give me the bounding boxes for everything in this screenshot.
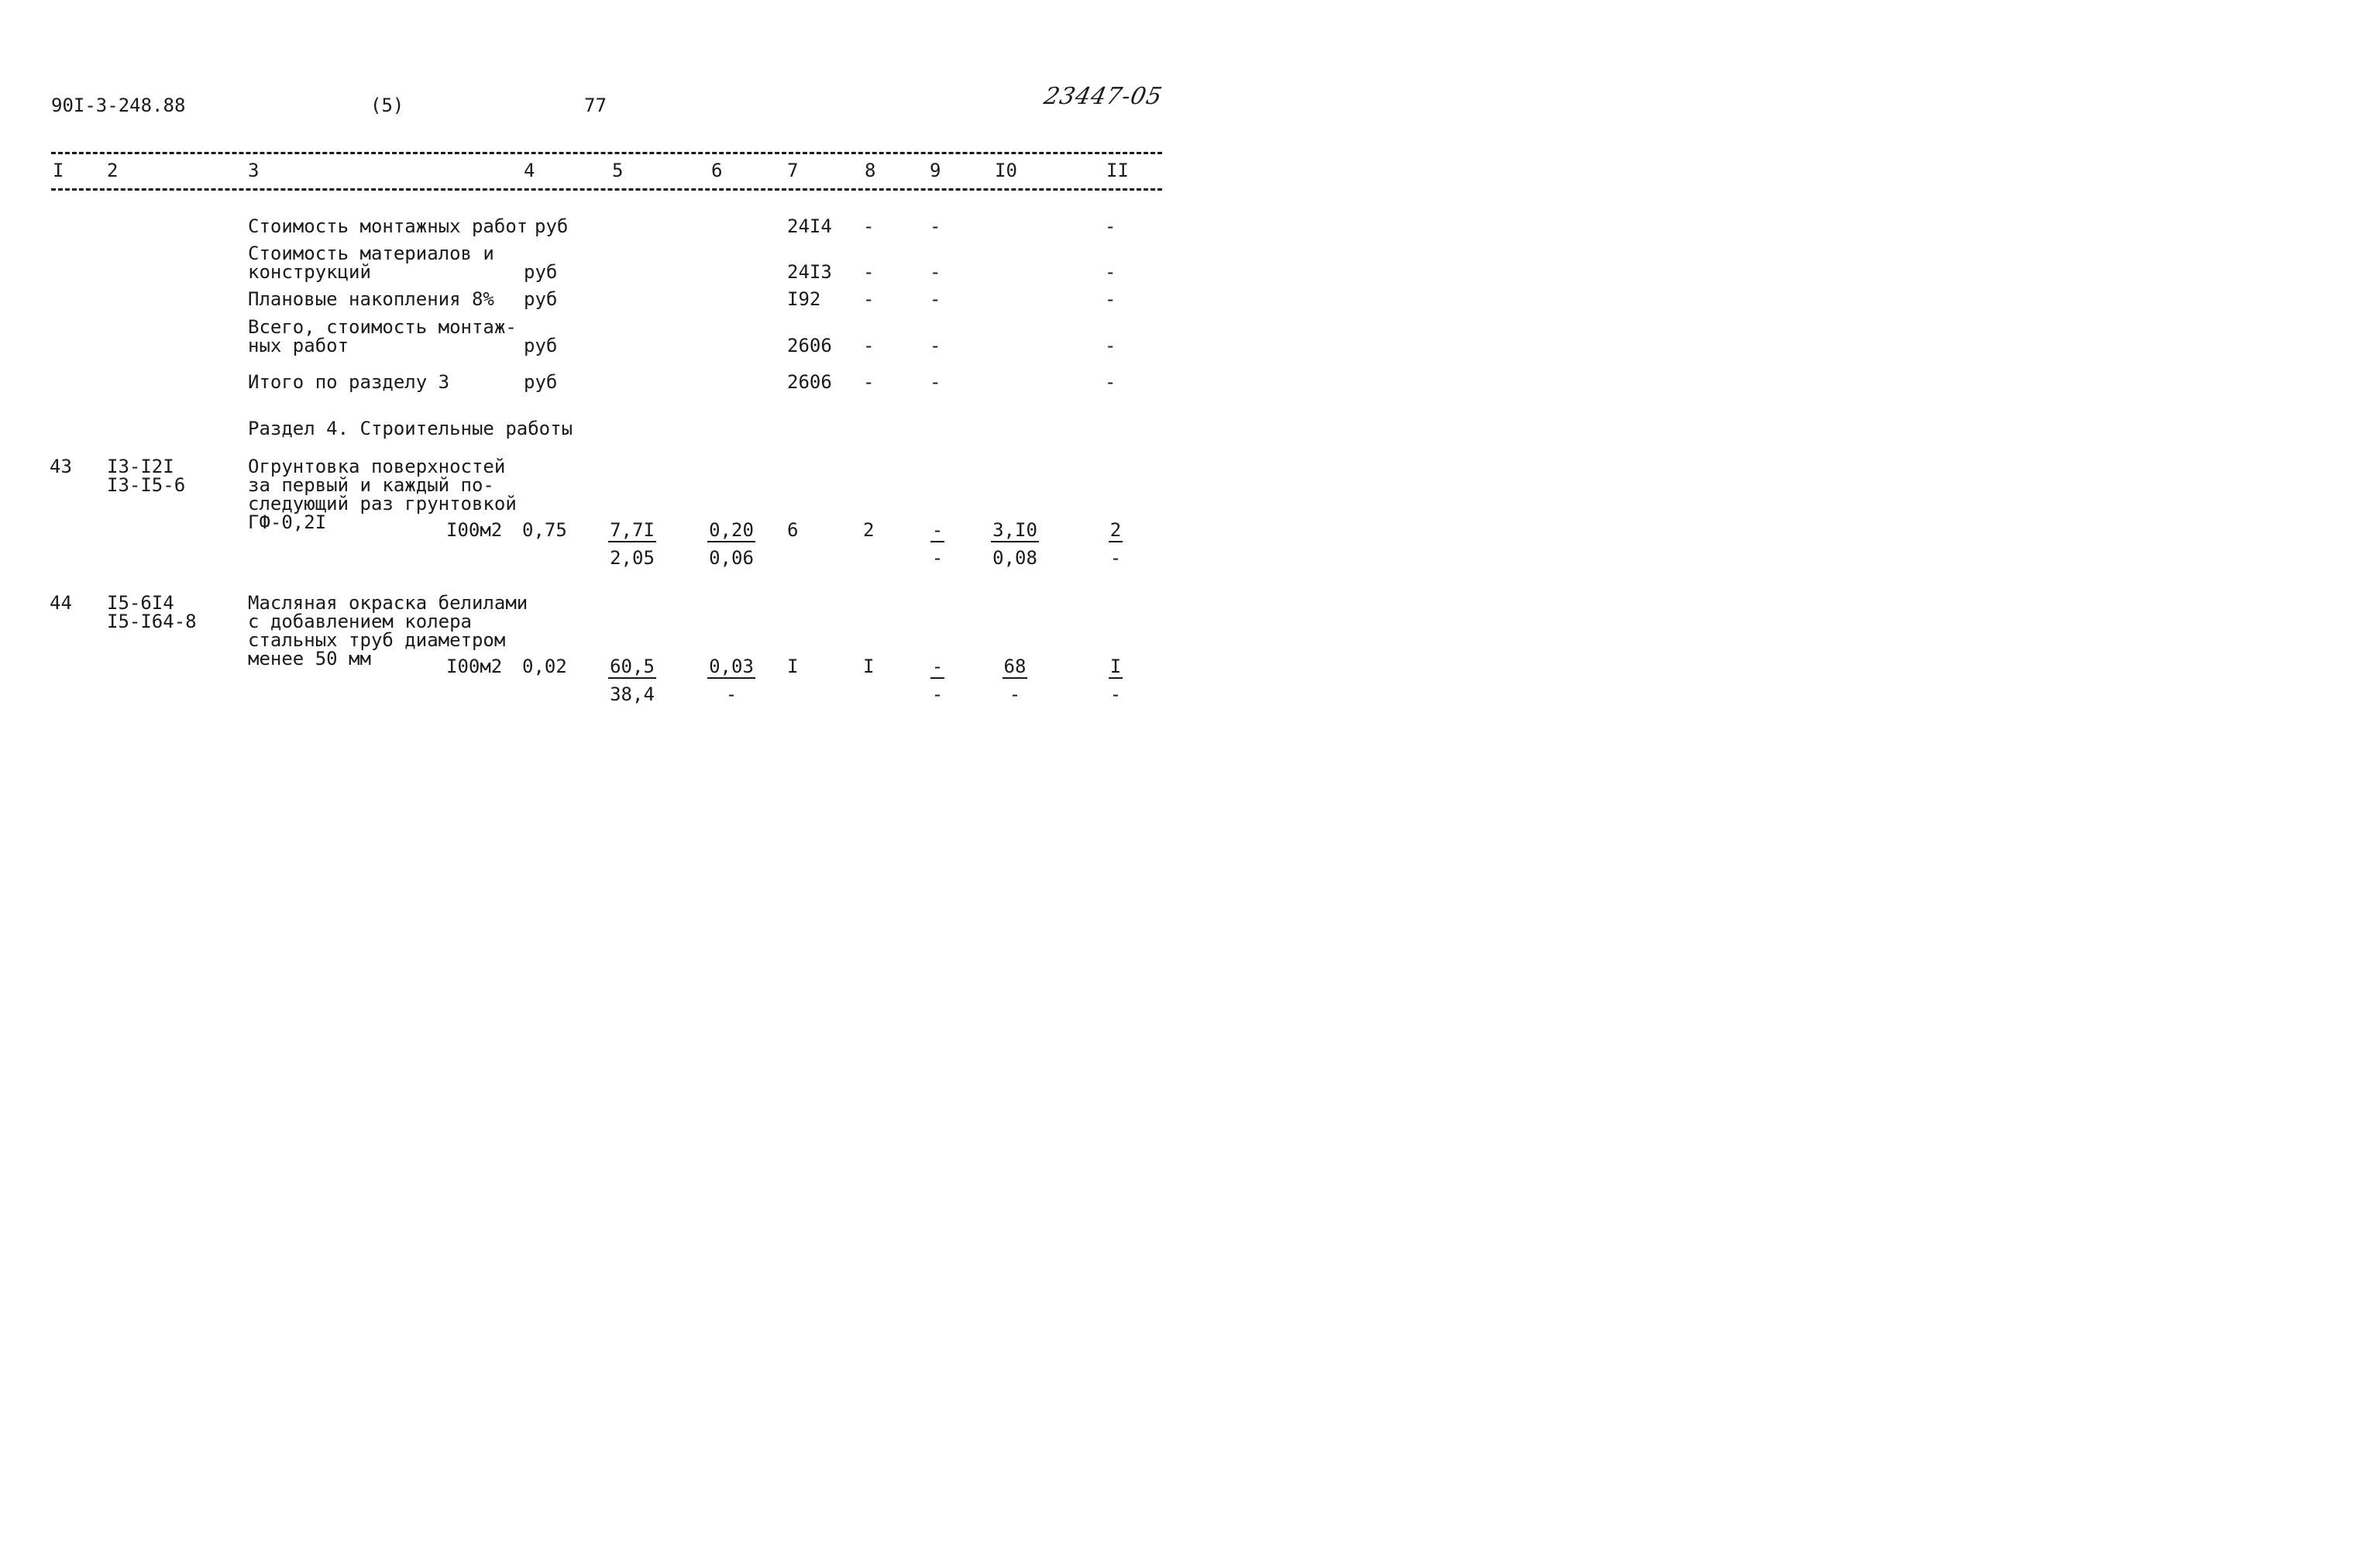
item-number: 43 — [50, 456, 72, 477]
summary-unit: руб — [524, 288, 558, 310]
summary-col8: - — [863, 371, 875, 393]
item-col8: I — [863, 656, 875, 677]
summary-unit: руб — [524, 261, 558, 283]
item-col8: 2 — [863, 519, 875, 541]
column-header-11: II — [1106, 160, 1129, 181]
item-col7: 6 — [787, 519, 799, 541]
summary-col9: - — [930, 335, 941, 356]
summary-col11: - — [1105, 371, 1116, 393]
col9-denominator: - — [931, 547, 944, 569]
item-number: 44 — [50, 592, 72, 614]
section-number: (5) — [370, 95, 404, 116]
column-header-5: 5 — [612, 160, 624, 181]
summary-col7: 24I3 — [787, 261, 832, 283]
item-col11 — [1085, 657, 1147, 704]
summary-col11: - — [1105, 335, 1116, 356]
item-col10 — [984, 657, 1046, 704]
col9-denominator: - — [931, 683, 944, 705]
col11-numerator: 2 — [1109, 519, 1122, 541]
item-name: Масляная окраска белилами с добавлением колера стальных труб диаметром менее 50 мм — [248, 592, 528, 670]
col6-numerator: 0,20 — [709, 519, 754, 541]
summary-unit: руб — [524, 335, 558, 356]
item-col5 — [601, 521, 663, 567]
column-header-3: 3 — [248, 160, 260, 181]
summary-col7: 2606 — [787, 371, 832, 393]
summary-label: Итого по разделу 3 — [248, 371, 450, 393]
summary-col11: - — [1105, 261, 1116, 283]
summary-col9: - — [930, 261, 941, 283]
summary-col8: - — [863, 335, 875, 356]
item-qty: 0,75 — [522, 519, 567, 541]
column-header-1: I — [53, 160, 64, 181]
summary-col9: - — [930, 371, 941, 393]
item-name: Огрунтовка поверхностей за первый и каждый по- следующий раз грунтовкой ГФ-0,2I — [248, 456, 517, 533]
item-unit: I00м2 — [446, 519, 503, 541]
col5-denominator: 38,4 — [610, 683, 655, 705]
item-col7: I — [787, 656, 799, 677]
item-col9 — [906, 657, 968, 704]
col10-denominator: - — [1009, 683, 1021, 705]
column-header-2: 2 — [107, 160, 119, 181]
item-col10 — [984, 521, 1046, 567]
item-col11 — [1085, 521, 1147, 567]
column-header-4: 4 — [524, 160, 535, 181]
summary-col8: - — [863, 288, 875, 310]
summary-unit: руб — [524, 371, 558, 393]
summary-col8: - — [863, 215, 875, 237]
page-number: 77 — [584, 95, 607, 116]
item-qty: 0,02 — [522, 656, 567, 677]
column-header-9: 9 — [930, 160, 941, 181]
item-col9 — [906, 521, 968, 567]
summary-col11: - — [1105, 215, 1116, 237]
column-header-6: 6 — [711, 160, 723, 181]
estimate-sheet — [0, 0, 1190, 778]
summary-col7: 2606 — [787, 335, 832, 356]
col11-numerator: I — [1109, 656, 1122, 677]
summary-col8: - — [863, 261, 875, 283]
top-dashed-rule — [51, 152, 1162, 154]
section-title: Раздел 4. Строительные работы — [248, 418, 573, 439]
col9-numerator: - — [931, 656, 944, 677]
summary-col7: I92 — [787, 288, 821, 310]
col10-denominator: 0,08 — [992, 547, 1037, 569]
item-col6 — [700, 657, 762, 704]
col6-numerator: 0,03 — [709, 656, 754, 677]
summary-col9: - — [930, 288, 941, 310]
col5-numerator: 7,7I — [610, 519, 655, 541]
item-unit: I00м2 — [446, 656, 503, 677]
item-codes: I3-I2I I3-I5-6 — [107, 456, 186, 496]
col11-denominator: - — [1109, 683, 1122, 705]
summary-label: Плановые накопления 8% — [248, 288, 494, 310]
summary-col7: 24I4 — [787, 215, 832, 237]
col9-numerator: - — [931, 519, 944, 541]
item-codes: I5-6I4 I5-I64-8 — [107, 592, 197, 632]
column-header-10: I0 — [995, 160, 1017, 181]
col11-denominator: - — [1109, 547, 1122, 569]
col10-numerator: 3,I0 — [992, 519, 1037, 541]
handwritten-stamp: 23447-05 — [1041, 83, 1165, 110]
column-header-8: 8 — [865, 160, 876, 181]
summary-unit: руб — [535, 215, 569, 237]
col6-denominator: - — [725, 683, 738, 705]
col6-denominator: 0,06 — [709, 547, 754, 569]
col10-numerator: 68 — [1003, 656, 1027, 677]
summary-label: Всего, стоимость монтаж- ных работ — [248, 316, 517, 356]
summary-label: Стоимость материалов и конструкций — [248, 243, 494, 283]
item-col5 — [601, 657, 663, 704]
summary-col9: - — [930, 215, 941, 237]
col5-numerator: 60,5 — [610, 656, 655, 677]
col5-denominator: 2,05 — [610, 547, 655, 569]
document-code: 90I-3-248.88 — [51, 95, 186, 116]
header-bottom-dashed-rule — [51, 188, 1162, 191]
summary-col11: - — [1105, 288, 1116, 310]
summary-label: Стоимость монтажных работ — [248, 215, 528, 237]
column-header-7: 7 — [787, 160, 799, 181]
item-col6 — [700, 521, 762, 567]
